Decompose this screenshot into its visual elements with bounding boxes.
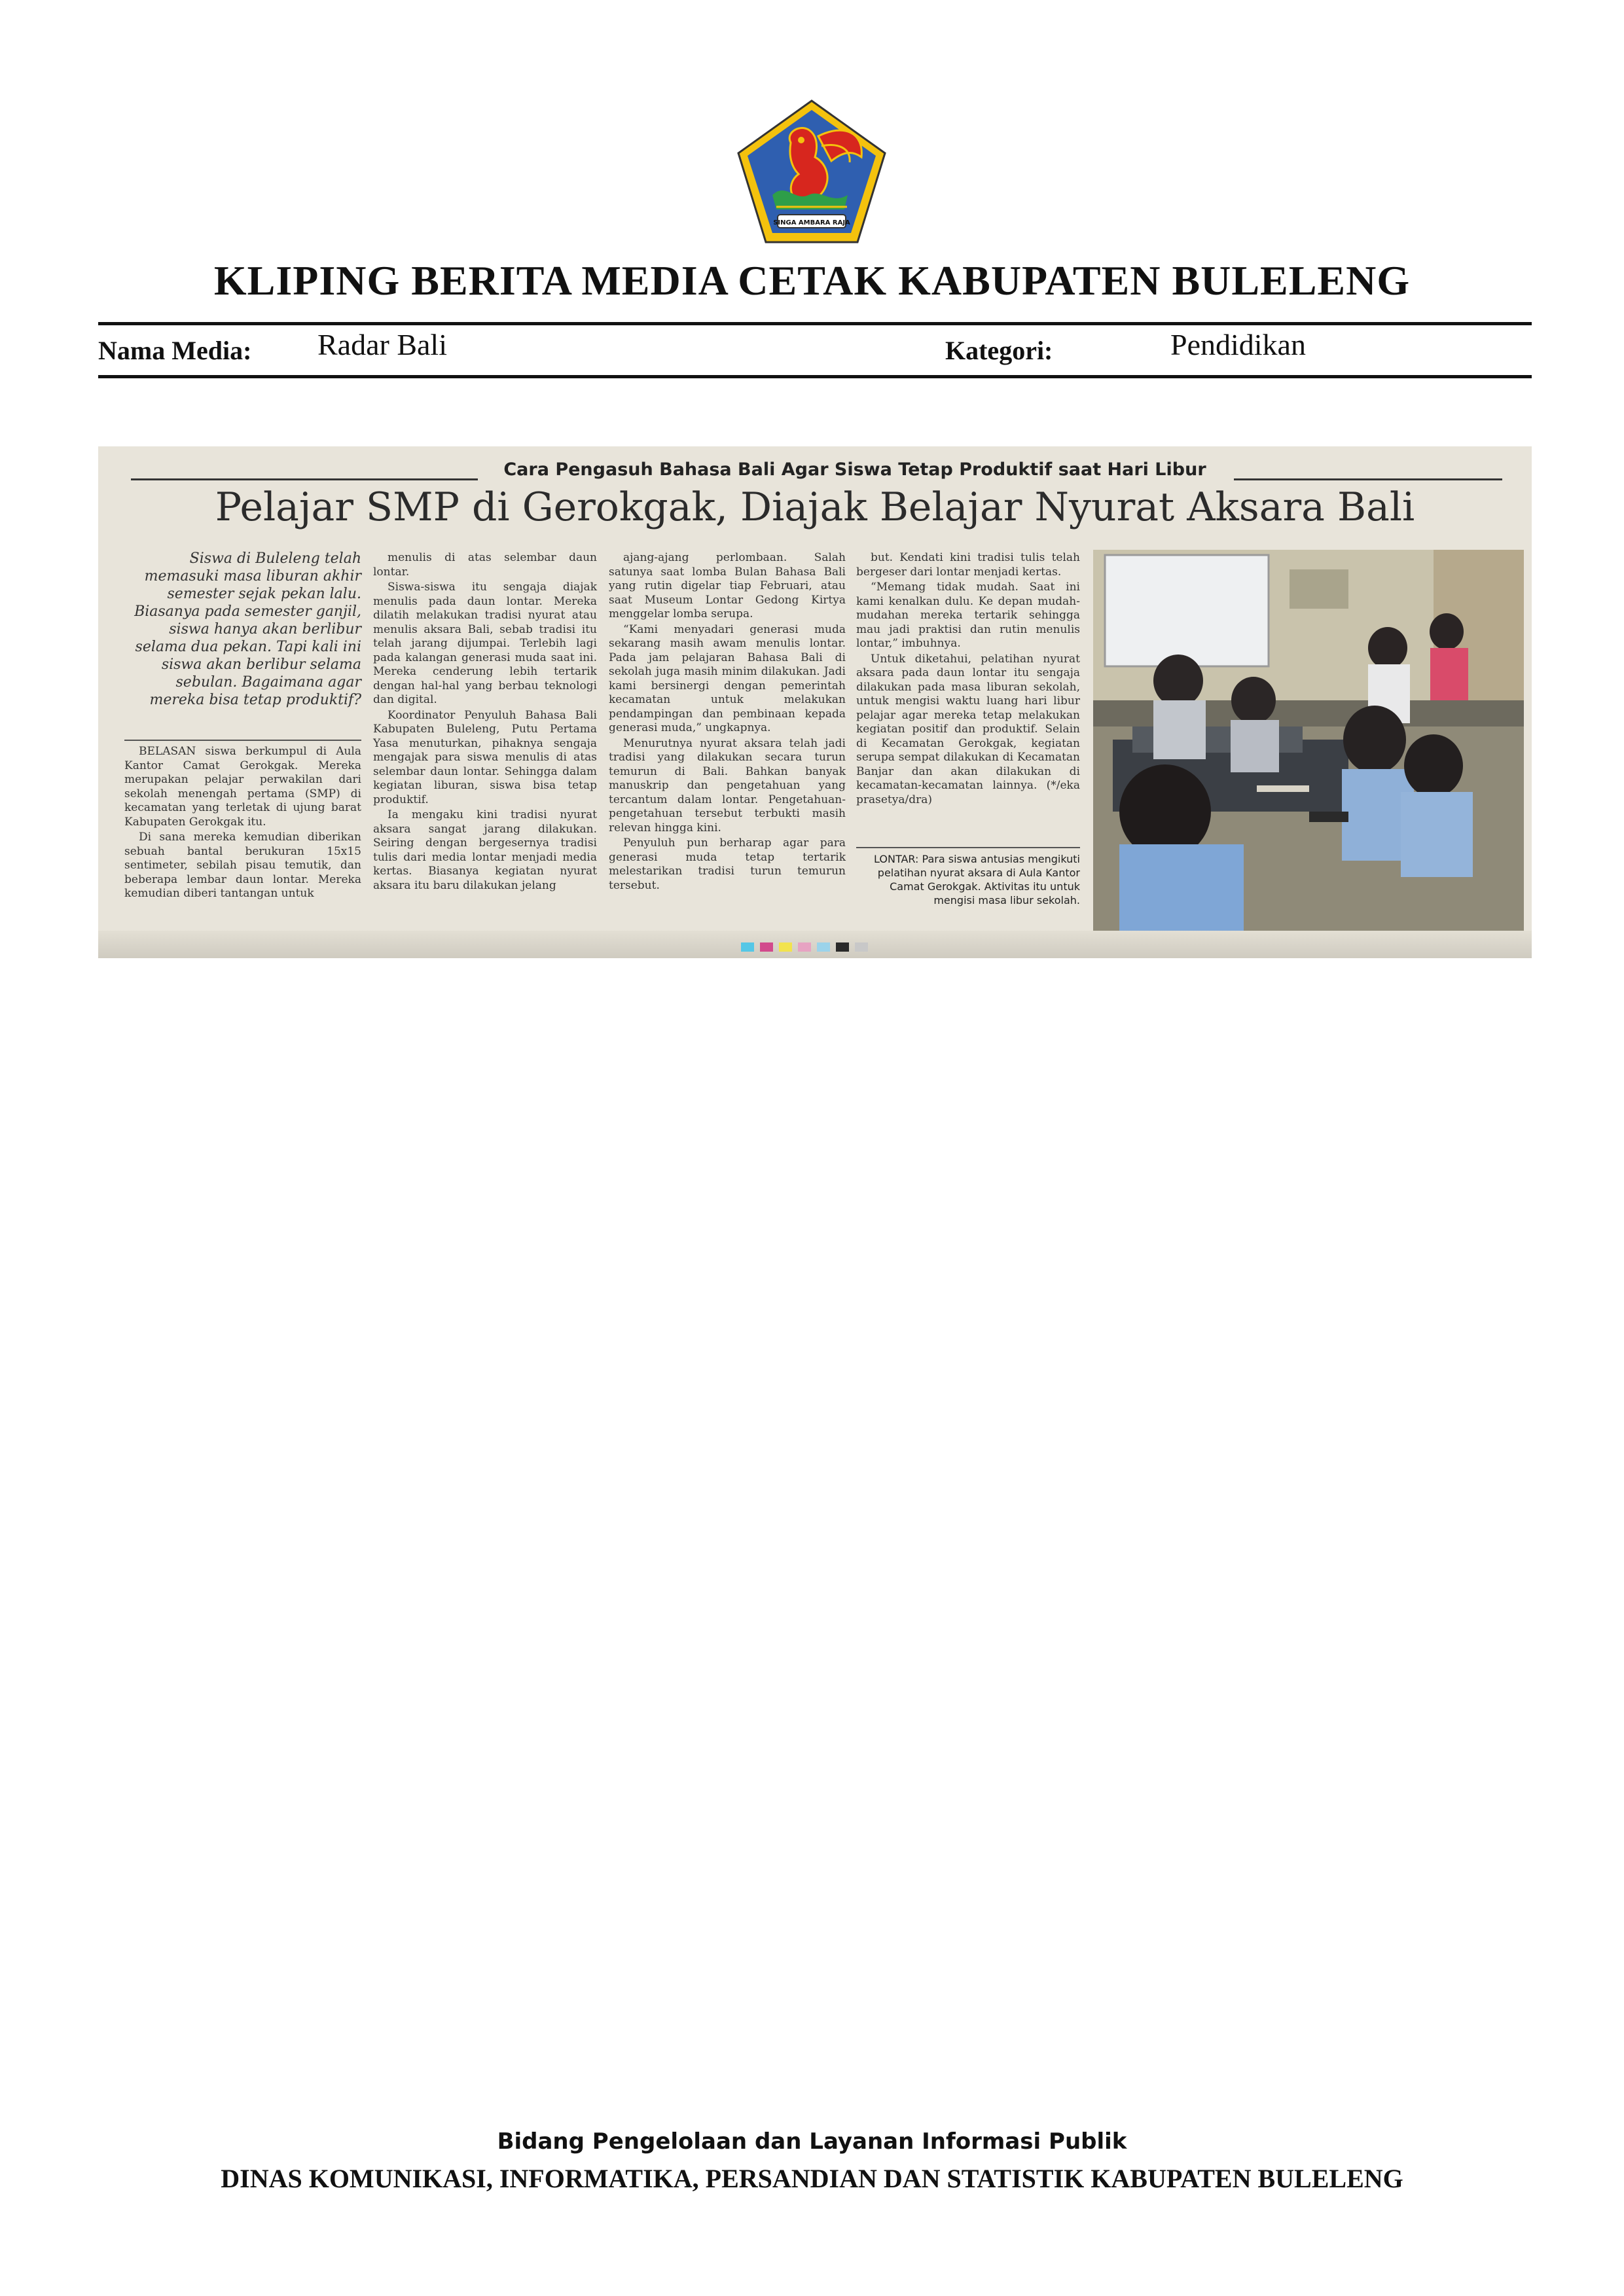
paragraph: but. Kendati kini tradisi tulis telah bergeser dari lontar menjadi kertas. — [856, 551, 1080, 579]
header-bottom-rule — [98, 375, 1532, 378]
document-title: KLIPING BERITA MEDIA CETAK KABUPATEN BULELENG — [213, 257, 1411, 304]
color-swatch — [855, 942, 868, 952]
emblem-motto: SINGA AMBARA RAJA — [773, 219, 850, 226]
color-swatch — [817, 942, 830, 952]
caption-divider — [856, 847, 1080, 848]
paragraph: Penyuluh pun berharap agar para generasi muda tetap tertarik melestarikan tradisi turun temurun tersebut. — [609, 836, 846, 892]
singa-ambara-raja-emblem-icon — [733, 97, 890, 247]
kicker-rule-right — [1234, 478, 1502, 480]
category-label: Kategori: — [945, 336, 1053, 365]
media-label: Nama Media: — [98, 336, 252, 365]
lead-divider — [124, 740, 361, 741]
footer-department: Bidang Pengelolaan dan Layanan Informasi Publik — [497, 2128, 1127, 2155]
paragraph: Siswa-siswa itu sengaja diajak menulis pada daun lontar. Mereka dilatih melakukan tradisi nyurat atau menulis aksara Bali, sebab tradisi itu telah jarang dijumpai. Terlebih lagi pada kalangan generasi muda saat ini. Mereka cenderung lebih tertarik dengan hal-hal yang berbau teknologi dan digital. — [373, 581, 597, 706]
paragraph: menulis di atas selembar daun lontar. — [373, 551, 597, 579]
paragraph: Di sana mereka kemudian diberikan sebuah bantal berukuran 15x15 sentimeter, sebilah pisau temutik, dan beberapa lembar daun lontar. Mereka kemudian diberi tantangan untuk — [124, 831, 361, 900]
article-column-4 — [856, 551, 1080, 808]
footer-agency: DINAS KOMUNIKASI, INFORMATIKA, PERSANDIAN DAN STATISTIK KABUPATEN BULELENG — [221, 2164, 1403, 2193]
kicker-rule-left — [131, 478, 478, 480]
media-value: Radar Bali — [317, 328, 447, 361]
paragraph: Untuk diketahui, pelatihan nyurat aksara pada daun lontar itu sengaja dilakukan pada masa liburan sekolah, untuk mengisi waktu luang hari libur pelajar agar mereka tetap melakukan kegiatan positif dan produktif. Selain di Kecamatan Gerokgak, kegiatan serupa sempat dilakukan di Kecamatan Banjar dan akan dilakukan di kecamatan-kecamatan lainnya. (*/eka prasetya/dra) — [856, 652, 1080, 806]
article-lead: Siswa di Buleleng telah memasuki masa liburan akhir semester sejak pekan lalu. Biasanya pada semester ganjil, siswa hanya akan berlibur selama dua pekan. Tapi kali ini siswa akan berlibur selama sebulan. Bagaimana agar mereka bisa tetap produktif? — [134, 550, 361, 708]
paragraph: “Kami menyadari generasi muda sekarang masih awam menulis lontar. Pada jam pelajaran Bahasa Bali di sekolah juga masih minim dilakukan. Jadi kami bersinergi dengan pemerintah kecamatan untuk melakukan pendampingan dan pembinaan kepada generasi muda,” ungkapnya. — [609, 622, 846, 734]
category-value: Pendidikan — [1170, 328, 1306, 361]
print-color-bar — [741, 942, 874, 952]
article-photo — [1093, 550, 1524, 936]
paragraph: Ia mengaku kini tradisi nyurat aksara sangat jarang dilakukan. Seiring dengan bergesernya tradisi tulis dari media lontar menjadi media kertas. Biasanya kegiatan nyurat aksara itu baru dilakukan jelang — [373, 808, 597, 892]
article-column-3 — [609, 551, 846, 894]
color-swatch — [798, 942, 811, 952]
paragraph: ajang-ajang perlombaan. Salah satunya saat lomba Bulan Bahasa Bali yang rutin digelar tiap Februari, atau saat Museum Lontar Gedong Kirtya menggelar lomba serupa. — [609, 551, 846, 620]
photo-caption: LONTAR: Para siswa antusias mengikuti pelatihan nyurat aksara di Aula Kantor Camat Gerokgak. Aktivitas itu untuk mengisi masa libur sekolah. — [874, 853, 1080, 906]
paragraph: Koordinator Penyuluh Bahasa Bali Kabupaten Buleleng, Putu Pertama Yasa menuturkan, pihaknya sengaja mengajak para siswa menulis di atas selembar daun lontar. Sehingga dalam kegiatan liburan, siswa bisa tetap produktif. — [373, 708, 597, 806]
color-swatch — [760, 942, 773, 952]
article-column-2 — [373, 551, 597, 894]
article-kicker: Cara Pengasuh Bahasa Bali Agar Siswa Tetap Produktif saat Hari Libur — [503, 459, 1206, 480]
color-swatch — [836, 942, 849, 952]
paragraph: BELASAN siswa berkumpul di Aula Kantor Camat Gerokgak. Mereka merupakan pelajar perwakilan dari sekolah menengah pertama (SMP) di kecamatan yang terletak di ujung barat Kabupaten Gerokgak itu. — [124, 745, 361, 829]
newspaper-clipping — [98, 446, 1532, 958]
header-top-rule — [98, 322, 1532, 325]
color-swatch — [741, 942, 754, 952]
paragraph: “Memang tidak mudah. Saat ini kami kenalkan dulu. Ke depan mudah-mudahan mereka tertarik sehingga mau jadi praktisi dan rutin menulis lontar,” imbuhnya. — [856, 581, 1080, 650]
article-column-1 — [124, 745, 361, 903]
paragraph: Menurutnya nyurat aksara telah jadi tradisi yang dilakukan secara turun temurun di Bali. Bahkan banyak manuskrip dan pengetahuan yang tercantum dalam lontar. Pengetahuan-pengetahuan tersebut terbukti masih relevan hingga kini. — [609, 736, 846, 834]
color-swatch — [779, 942, 792, 952]
article-headline: Pelajar SMP di Gerokgak, Diajak Belajar Nyurat Aksara Bali — [215, 484, 1415, 530]
